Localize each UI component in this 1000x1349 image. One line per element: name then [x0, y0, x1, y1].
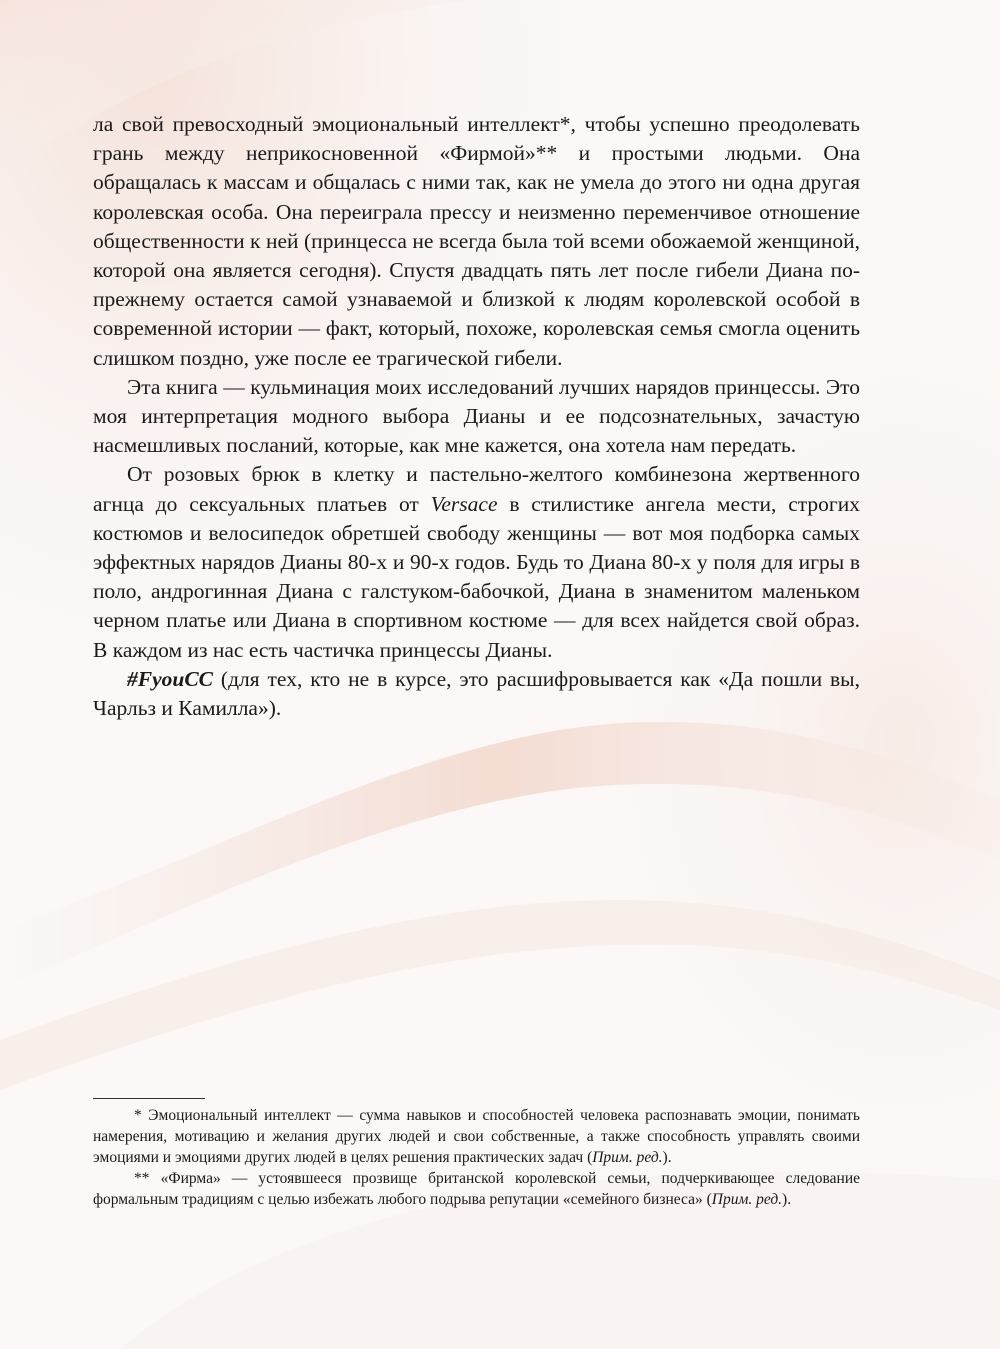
paragraph-1: ла свой превосходный эмоциональный интеллект*, чтобы успешно преодолевать грань между неприкосновенной «Фирмой»** и простыми людьми. Она обращалась к массам и общалась с ними так, как не умела до этого ни одна другая королевская особа. Она переиграла прессу и неизменно переменчивое отношение общественности к ней (принцесса не всегда была той всеми обожаемой женщиной, которой она является сегодня). Спустя двадцать пять лет после гибели Диана по-прежнему остается самой узнаваемой и близкой к людям королевской особой в современной истории — факт, который, похоже, королевская семья смогла оценить слишком поздно, уже после ее трагической гибели. [93, 112, 860, 370]
hashtag: #FyouCC [127, 666, 214, 691]
footnote-2-text: ** «Фирма» — устоявшееся прозвище британской королевской семьи, подчеркивающее следование формальным традициям с целью избежать любого подрыва репутации «семейного бизнеса» ( [93, 1170, 860, 1208]
footnote-1 [93, 1105, 860, 1168]
paragraph-3-end: в стилистике ангела мести, строгих костюмов и велосипедок обретшей свободу женщины — вот моя подборка самых эффектных нарядов Дианы 80-х и 90-х годов. Будь то Диана 80-х у поля для игры в поло, андрогинная Диана с галстуком-бабочкой, Диана в знаменитом маленьком черном платье или Диана в спортивном костюме — для всех найдется свой образ. В каждом из нас есть частичка принцессы Дианы. [93, 491, 860, 662]
footnote-2 [93, 1168, 860, 1210]
paragraph-2: Эта книга — кульминация моих исследований лучших нарядов принцессы. Это моя интерпретация модного выбора Дианы и ее подсознательных, зачастую насмешливых посланий, которые, как мне кажется, она хотела нам передать. [93, 374, 860, 458]
footnote-2-end: ). [782, 1191, 792, 1208]
versace-brand: Versace [430, 491, 498, 516]
footnote-divider [93, 1098, 205, 1099]
main-text [93, 110, 860, 723]
footnotes [93, 1098, 860, 1210]
footnote-1-editor-note: Прим. ред. [592, 1149, 663, 1166]
footnote-1-text: * Эмоциональный интеллект — сумма навыков и способностей человека распознавать эмоции, понимать намерения, мотивацию и желания других людей и свои собственные, а также способность управлять своими эмоциями и эмоциями других людей в целях решения практических задач ( [93, 1107, 860, 1166]
paragraph-4-rest: (для тех, кто не в курсе, это расшифровывается как «Да пошли вы, Чарльз и Камилла»). [93, 666, 860, 721]
paragraph-3 [93, 460, 860, 664]
paragraph-4 [93, 665, 860, 723]
footnote-1-end: ). [662, 1149, 672, 1166]
paragraph-3-start: От розовых брюк в клетку и пастельно-желтого комбинезона жертвенного агнца до сексуальных платьев от [93, 462, 860, 516]
footnote-2-editor-note: Прим. ред. [711, 1191, 783, 1208]
